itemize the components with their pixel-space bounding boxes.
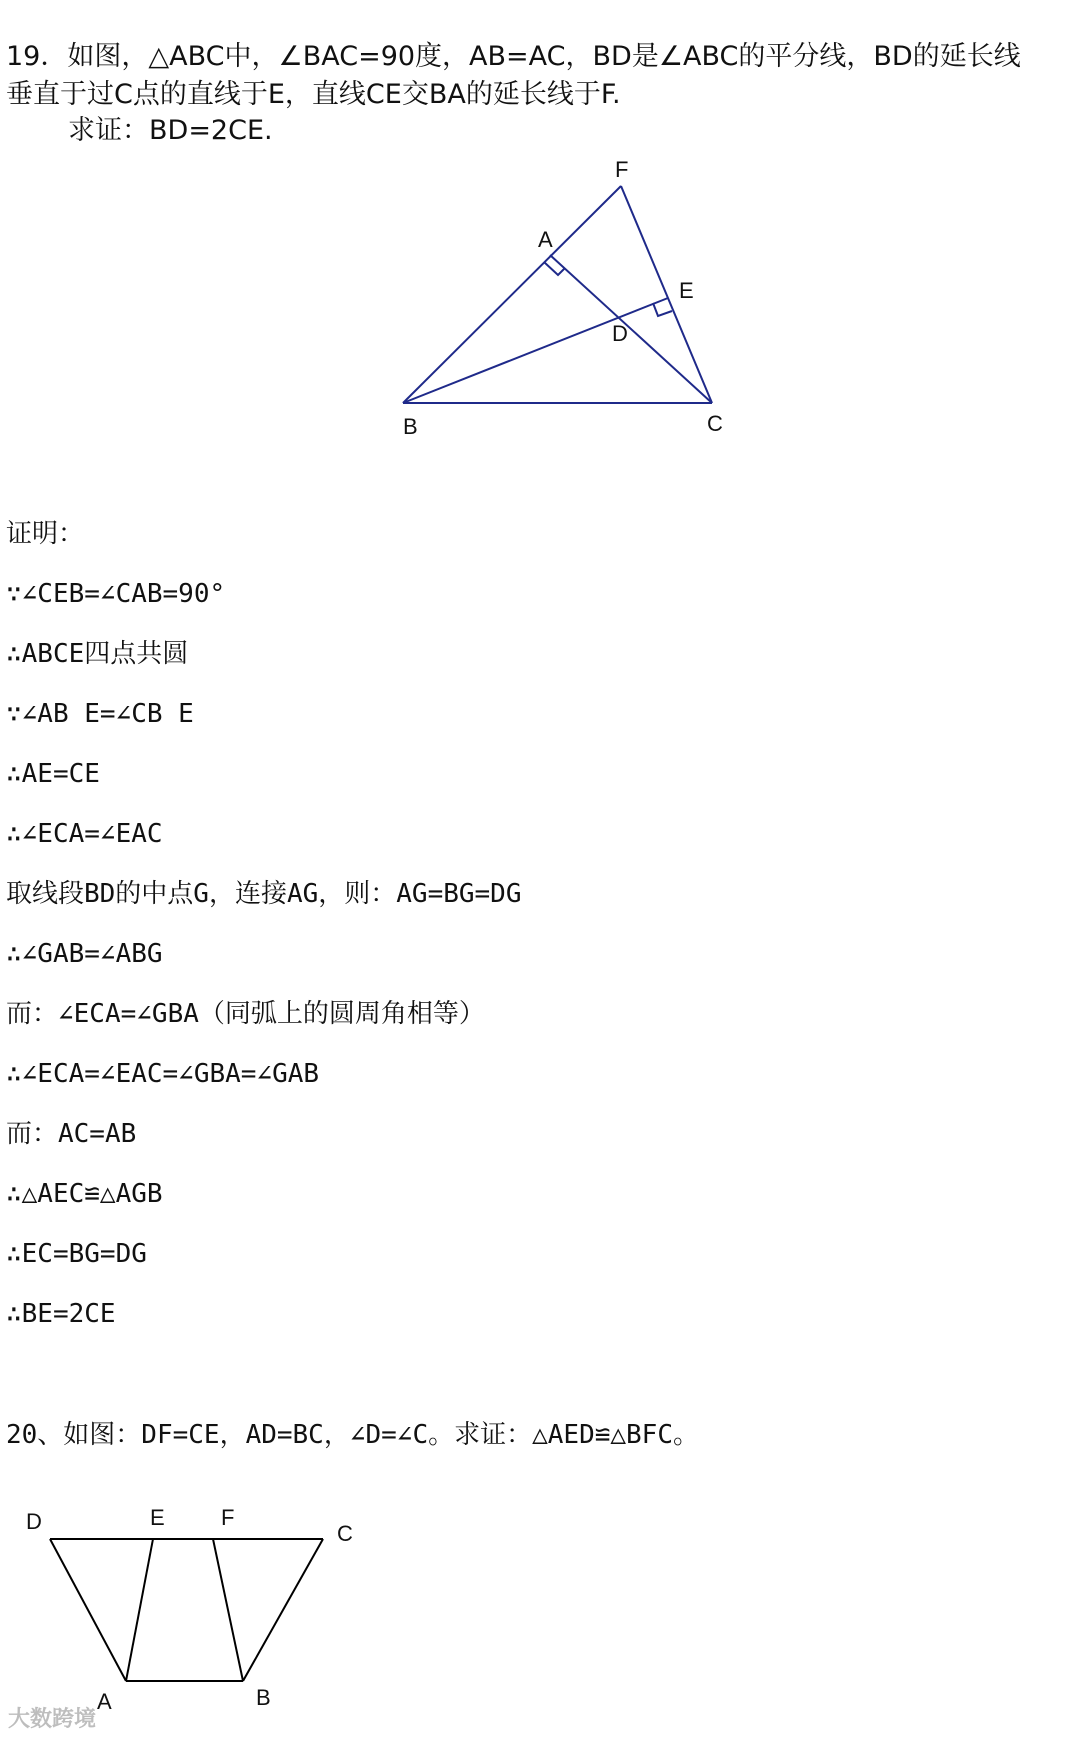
proof-step: 而：∠ECA=∠GBA（同弧上的圆周角相等）: [6, 999, 485, 1029]
proof-step: ∴△AEC≌△AGB: [6, 1179, 163, 1209]
label-c: C: [707, 411, 723, 436]
segment-da: [50, 1539, 126, 1681]
label-e: E: [679, 278, 694, 303]
right-angle-mark-a: [544, 262, 565, 275]
label-d: D: [26, 1509, 42, 1534]
segment-fc: [621, 186, 712, 403]
proof-step: 而：AC=AB: [6, 1119, 137, 1149]
proof-step: ∴∠GAB=∠ABG: [6, 939, 163, 969]
problem20-line1: 20、如图：DF=CE，AD=BC，∠D=∠C。求证：△AED≌△BFC。: [6, 1420, 699, 1450]
proof-step: ∴∠ECA=∠EAC: [6, 819, 163, 849]
proof-step: ∴EC=BG=DG: [6, 1239, 147, 1269]
segment-cb: [243, 1539, 323, 1681]
label-a: A: [97, 1689, 112, 1714]
problem19-line1: 19．如图，△ABC中，∠BAC=90度，AB=AC，BD是∠ABC的平分线，BD的延长线: [6, 41, 1021, 72]
proof-step: ∴ABCE四点共圆: [6, 639, 189, 669]
proof-heading: 证明：: [6, 519, 85, 549]
label-c: C: [337, 1521, 353, 1546]
label-a: A: [538, 227, 553, 252]
problem19-line3: 求证：BD=2CE.: [68, 115, 273, 146]
segment-fb: [213, 1539, 243, 1681]
segment-be: [403, 298, 668, 403]
label-b: B: [256, 1685, 271, 1710]
label-e: E: [150, 1505, 165, 1530]
right-angle-mark-e: [653, 303, 672, 316]
problem19-line2: 垂直于过C点的直线于E，直线CE交BA的延长线于F.: [6, 79, 621, 110]
proof-step: ∵∠CEB=∠CAB=90°: [6, 579, 226, 609]
proof-step: ∴∠ECA=∠EAC=∠GBA=∠GAB: [6, 1059, 320, 1089]
proof-step: 取线段BD的中点G，连接AG，则：AG=BG=DG: [6, 879, 522, 909]
label-b: B: [403, 414, 418, 439]
label-f: F: [221, 1505, 235, 1530]
figure-trapezoid: [0, 1480, 1080, 1740]
proof-step: ∵∠AB E=∠CB E: [6, 699, 194, 729]
figure-triangle-abc: [0, 0, 1080, 460]
proof-step: ∴BE=2CE: [6, 1299, 116, 1329]
segment-ea: [126, 1539, 153, 1681]
label-d: D: [612, 321, 628, 346]
proof-step: ∴AE=CE: [6, 759, 100, 789]
label-f: F: [615, 157, 629, 182]
segment-bf: [403, 186, 621, 403]
watermark-logo: 大数跨境: [8, 1707, 97, 1732]
